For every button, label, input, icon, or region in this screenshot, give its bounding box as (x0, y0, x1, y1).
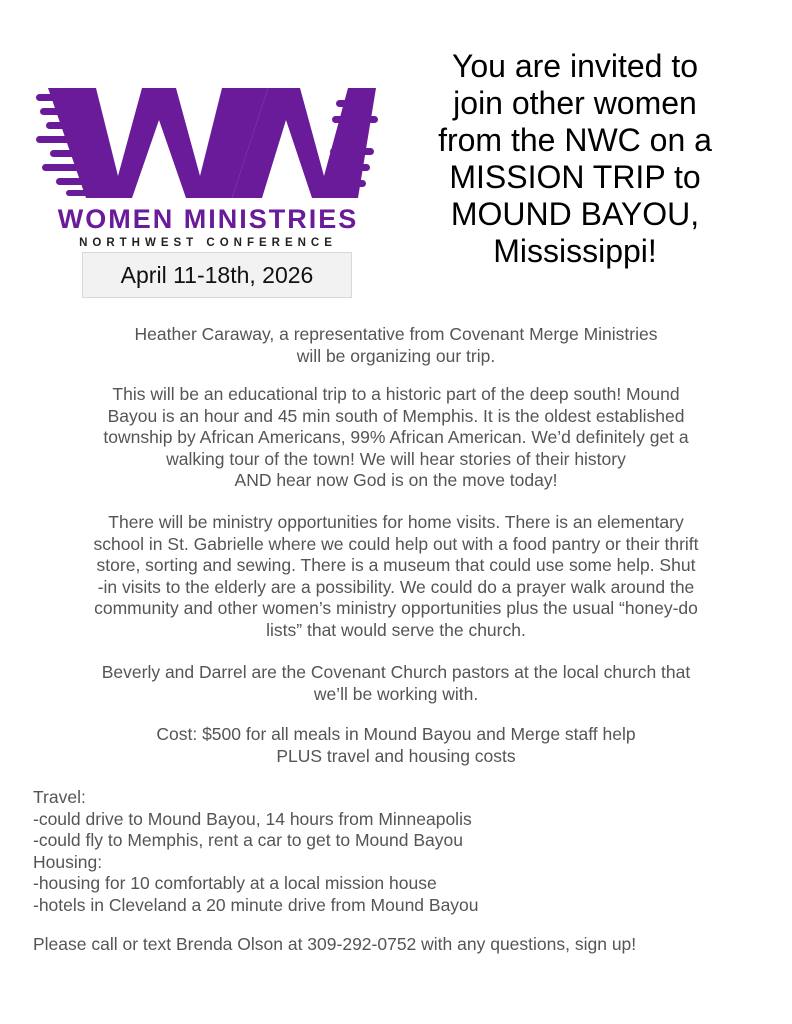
headline-line: MOUND BAYOU, (450, 196, 700, 232)
text-line: This will be an educational trip to a historic part of the deep south! Mound (112, 384, 680, 404)
text-line: township by African Americans, 99% African American. We’d definitely get a (103, 427, 689, 447)
text-line: -in visits to the elderly are a possibility. We could do a prayer walk around the (97, 576, 695, 597)
logo-subtitle: NORTHWEST CONFERENCE (79, 237, 337, 249)
logo-title: WOMEN MINISTRIES (57, 204, 359, 234)
educational-paragraph (30, 384, 762, 492)
invitation-headline (400, 48, 750, 270)
text-line: PLUS travel and housing costs (276, 745, 516, 766)
text-line: -hotels in Cleveland a 20 minute drive from Mound Bayou (33, 894, 479, 915)
headline-line: Mississippi! (493, 233, 657, 269)
text-line: Travel: (33, 787, 86, 807)
text-line: store, sorting and sewing. There is a museum that could use some help. Shut (96, 555, 696, 575)
pastors-paragraph (30, 662, 762, 705)
headline-line: MISSION TRIP to (449, 159, 701, 195)
text-line: AND hear now God is on the move today! (234, 470, 558, 490)
text-line: Cost: $500 for all meals in Mound Bayou and Merge staff help (156, 724, 636, 744)
text-line: will be organizing our trip. (296, 345, 496, 366)
text-line: -could fly to Memphis, rent a car to get to Mound Bayou (33, 830, 463, 850)
logo-mark-icon (36, 80, 381, 250)
text-line: community and other women’s ministry opportunities plus the usual “honey-do (94, 598, 698, 618)
women-ministries-logo (36, 80, 381, 250)
text-line: Bayou is an hour and 45 min south of Memphis. It is the oldest established (107, 405, 685, 426)
trip-date: April 11-18th, 2026 (82, 252, 352, 298)
text-line: There will be ministry opportunities for home visits. There is an elementary (108, 512, 684, 532)
text-line: -could drive to Mound Bayou, 14 hours from Minneapolis (33, 808, 472, 829)
ministry-paragraph (30, 512, 762, 641)
headline-line: from the NWC on a (438, 122, 712, 158)
text-line: walking tour of the town! We will hear stories of their history (166, 448, 626, 469)
text-line: -housing for 10 comfortably at a local mission house (33, 873, 437, 893)
cost-paragraph (30, 724, 762, 767)
contact-line: Please call or text Brenda Olson at 309-292-0752 with any questions, sign up! (33, 934, 637, 954)
text-line: Housing: (33, 851, 103, 872)
intro-paragraph (30, 324, 762, 367)
travel-housing-list (33, 787, 765, 916)
text-line: school in St. Gabrielle where we could help out with a food pantry or their thrift (93, 533, 699, 554)
text-line: lists” that would serve the church. (266, 619, 526, 640)
text-line: we’ll be working with. (313, 683, 479, 704)
text-line: Heather Caraway, a representative from Covenant Merge Ministries (134, 324, 658, 344)
headline-line: join other women (453, 85, 697, 121)
contact-paragraph (33, 934, 765, 956)
headline-line: You are invited to (451, 48, 699, 84)
text-line: Beverly and Darrel are the Covenant Church pastors at the local church that (101, 662, 691, 682)
